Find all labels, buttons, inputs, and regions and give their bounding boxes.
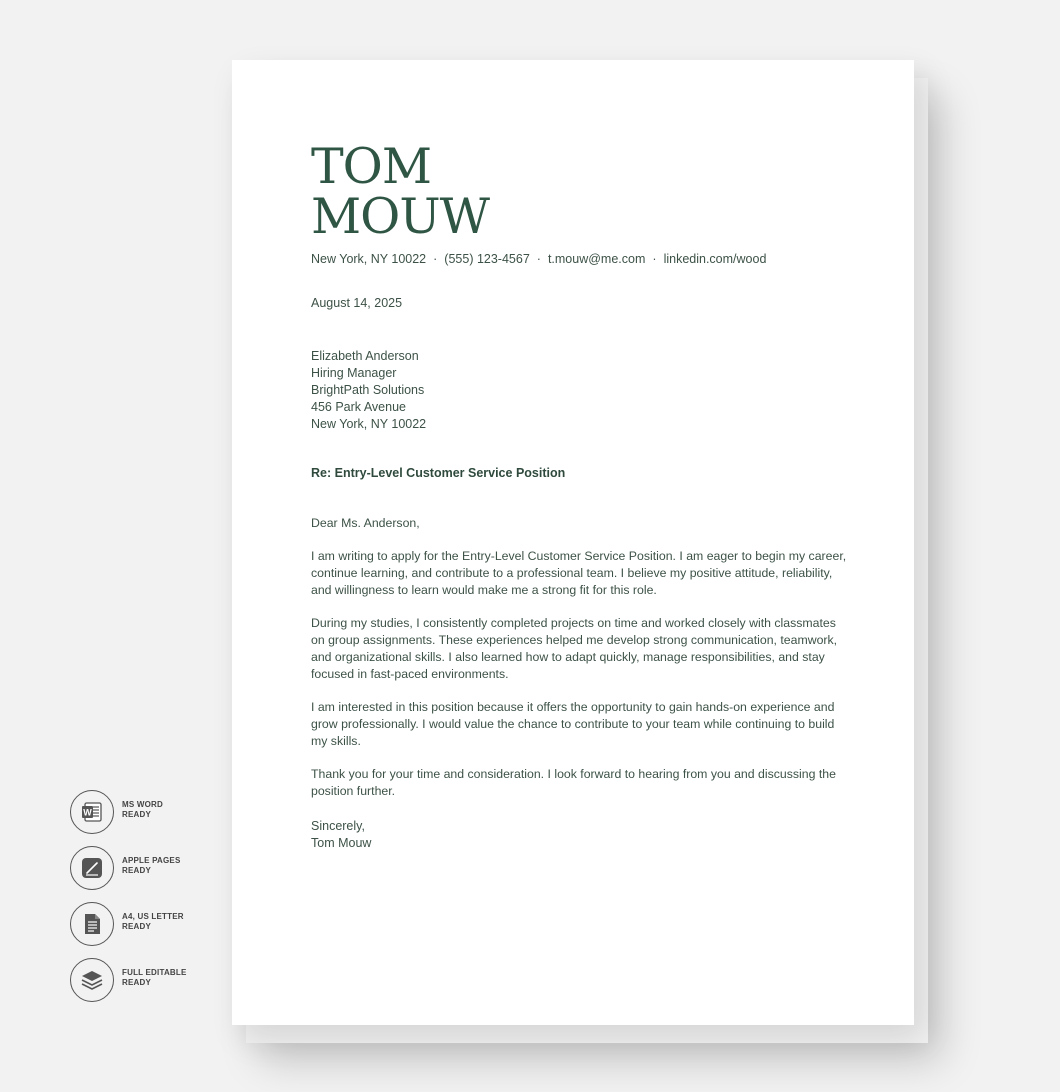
badge-line2: READY xyxy=(122,978,152,987)
contact-linkedin[interactable]: linkedin.com/wood xyxy=(663,252,767,266)
apple-pages-icon xyxy=(70,846,114,890)
badge-label xyxy=(122,968,187,988)
body-paragraph: I am interested in this position because it offers the opportunity to gain hands-on experience and grow professionally. I would value the chance to contribute to your team while continuing to build my skills. xyxy=(311,700,835,748)
body-paragraph: During my studies, I consistently completed projects on time and worked closely with classmates on group assignments. These experiences helped me develop strong communication, teamwork, and organizational skills. I also learned how to adapt quickly, manage responsibilities, and stay focused in fast-paced environments. xyxy=(311,616,838,681)
badge-line1: APPLE PAGES xyxy=(122,856,181,865)
recipient-line: Hiring Manager xyxy=(311,366,397,380)
badge-ms-word xyxy=(70,788,230,844)
recipient-line: 456 Park Avenue xyxy=(311,400,406,414)
body-paragraph: Thank you for your time and consideration. I look forward to hearing from you and discussing the position further. xyxy=(311,767,836,798)
badge-line2: READY xyxy=(122,866,152,875)
closing-block xyxy=(311,818,371,852)
badge-paper-size xyxy=(70,900,230,956)
name-last: MOUW xyxy=(311,188,490,245)
badge-line1: FULL EDITABLE xyxy=(122,968,187,977)
recipient-block xyxy=(311,348,426,433)
badge-line1: MS WORD xyxy=(122,800,163,809)
recipient-line: BrightPath Solutions xyxy=(311,383,425,397)
letter-date: August 14, 2025 xyxy=(311,296,403,310)
badge-line2: READY xyxy=(122,922,152,931)
layers-icon xyxy=(70,958,114,1002)
svg-text:W: W xyxy=(83,807,92,818)
badge-line1: A4, US LETTER xyxy=(122,912,184,921)
recipient-line: New York, NY 10022 xyxy=(311,417,427,431)
cover-letter-page xyxy=(232,60,914,1025)
ms-word-icon xyxy=(70,790,114,834)
contact-email[interactable]: t.mouw@me.com xyxy=(547,252,646,266)
badge-editable xyxy=(70,956,230,1012)
salutation: Dear Ms. Anderson, xyxy=(311,516,420,530)
badge-apple-pages xyxy=(70,844,230,900)
letter-body xyxy=(311,515,851,816)
contact-line xyxy=(311,252,766,266)
name-first: TOM xyxy=(311,138,432,195)
body-paragraph: I am writing to apply for the Entry-Level Customer Service Position. I am eager to begin my career, continue learning, and contribute to a professional team. I believe my positive attitude, reliability, and willingness to learn would make me a strong fit for this role. xyxy=(311,549,847,597)
signature: Tom Mouw xyxy=(311,836,372,850)
separator-dot: · xyxy=(536,252,541,266)
badge-label xyxy=(122,856,181,876)
contact-phone: (555) 123-4567 xyxy=(444,252,530,266)
separator-dot: · xyxy=(652,252,657,266)
feature-badges xyxy=(70,788,230,1012)
badge-label xyxy=(122,912,184,932)
separator-dot: · xyxy=(433,252,438,266)
contact-location: New York, NY 10022 xyxy=(311,252,427,266)
document-icon xyxy=(70,902,114,946)
letter-subject: Re: Entry-Level Customer Service Position xyxy=(311,466,566,480)
badge-line2: READY xyxy=(122,810,152,819)
applicant-name xyxy=(311,138,490,245)
badge-label xyxy=(122,800,163,820)
recipient-line: Elizabeth Anderson xyxy=(311,349,419,363)
closing-text: Sincerely, xyxy=(311,819,365,833)
